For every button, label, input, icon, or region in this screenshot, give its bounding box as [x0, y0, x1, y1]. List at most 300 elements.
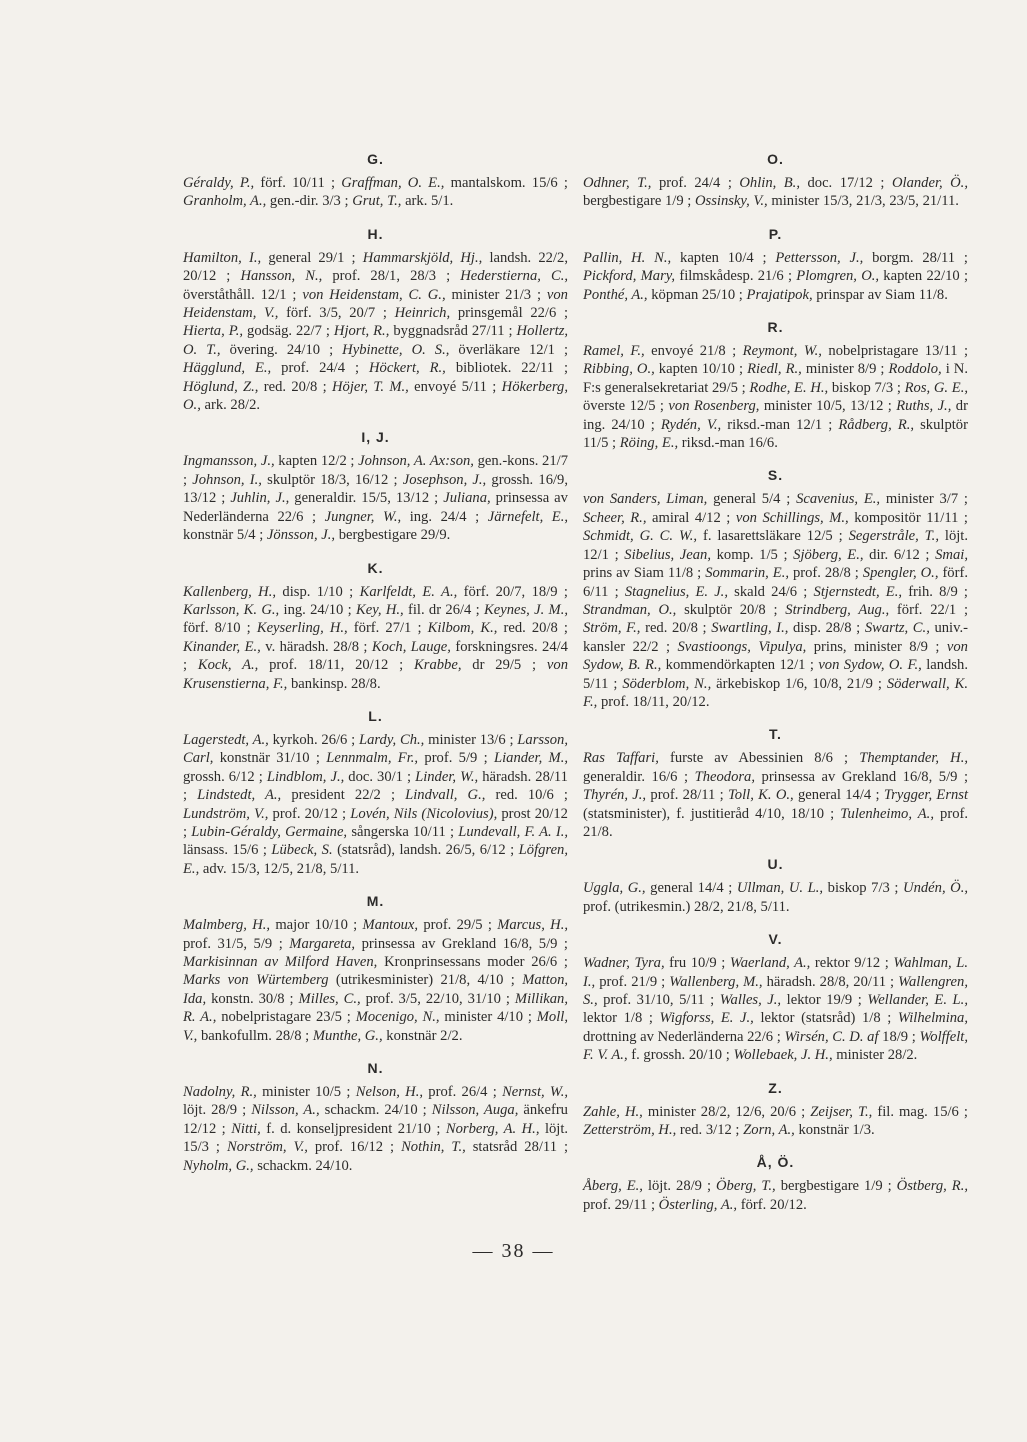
index-entry [183, 323, 330, 339]
entry-description: dir. 6/12 ; [869, 546, 930, 563]
entry-name: Undén, Ö., [903, 880, 969, 897]
index-entry [796, 491, 968, 507]
entry-description: borgm. 28/11 ; [872, 249, 968, 266]
index-entry [334, 323, 513, 339]
entry-name: Lindstedt, A., [197, 787, 282, 804]
entry-name: Rydén, V., [660, 416, 722, 433]
index-entry [401, 1139, 568, 1155]
index-entry [661, 417, 832, 433]
entry-name: Wigforss, E. J., [659, 1010, 754, 1027]
entry-name: Åberg, E., [583, 1178, 643, 1195]
entry-description: adv. 15/3, 12/5, 21/8, 5/11. [202, 860, 360, 877]
entry-name: Matton, Ida, [183, 972, 569, 1007]
entry-description: red. 20/8 ; [503, 620, 568, 637]
entry-name: Thyrén, J., [583, 787, 647, 804]
entry-name: Hybinette, O. S., [342, 341, 450, 358]
entry-name: Wirsén, C. D. af [784, 1028, 879, 1045]
section-spacer [583, 211, 968, 225]
index-entry [191, 824, 454, 840]
section-entries [583, 174, 968, 211]
entry-name: Zeijser, T., [810, 1103, 873, 1120]
index-entry [359, 732, 514, 748]
entry-description: red. 3/12 ; [679, 1122, 740, 1139]
entry-name: Nilsson, A., [251, 1102, 320, 1119]
entry-description: grossh. 6/12 ; [183, 768, 263, 785]
entry-name: Lundevall, F. A. I., [458, 823, 569, 840]
entry-name: Nadolny, R., [183, 1084, 257, 1101]
section-letter: P. [768, 225, 783, 242]
section-entries [183, 731, 568, 878]
entry-name: Margareta, [289, 935, 356, 952]
entry-name: Smai, [935, 546, 968, 563]
entry-description: red. 20/8 ; [645, 620, 707, 637]
index-entry [356, 1084, 497, 1100]
index-entry [325, 509, 480, 525]
entry-description: schackm. 24/10 ; [324, 1102, 427, 1119]
entry-description: red. 10/6 ; [495, 787, 568, 804]
entry-name: Wadner, Tyra, [583, 955, 665, 972]
section-entries [583, 879, 968, 916]
index-entry [583, 1178, 711, 1194]
section-entries [183, 174, 568, 211]
entry-description: drottning av Nederländerna 22/6 ; [583, 1028, 781, 1045]
entry-description: (statsråd), landsh. 26/5, 6/12 ; [337, 842, 515, 859]
entry-description: biskop 7/3 ; [831, 379, 901, 396]
entry-description: prof. 24/4 ; [658, 175, 732, 191]
section-entries [583, 342, 968, 452]
section-entries [583, 1103, 968, 1140]
index-entry [405, 787, 568, 803]
entry-description: 18/9 ; [882, 1028, 916, 1045]
index-entry [796, 268, 968, 284]
index-entry [302, 287, 541, 303]
index-entry [705, 565, 859, 581]
entry-name: Tulenheimo, A., [840, 805, 934, 822]
entry-name: Waerland, A., [729, 955, 811, 972]
section-entries [583, 490, 968, 711]
entry-description: prinsessa av Grekland 16/8, 5/9 ; [761, 768, 968, 785]
entry-name: Granholm, A., [183, 193, 267, 210]
index-entry [363, 917, 492, 933]
entry-description: minister 13/6 ; [428, 731, 514, 748]
entry-name: Millikan, R. A., [183, 990, 569, 1026]
index-entry [743, 343, 968, 359]
entry-name: Ullman, U. L., [736, 880, 824, 897]
index-entry [414, 657, 536, 673]
entry-name: Mantoux, [362, 917, 419, 934]
entry-name: Lubin-Géraldy, Germaine, [191, 823, 348, 840]
entry-description: prof. 3/5, 22/10, 31/10 ; [365, 990, 510, 1007]
entry-description: fru 10/9 ; [669, 955, 726, 972]
entry-description: red. 20/8 ; [263, 378, 327, 395]
entry-name: Heinrich, [394, 305, 451, 322]
entry-name: Odhner, T., [583, 175, 652, 191]
section-spacer [583, 916, 968, 930]
entry-description: löjt. 15/3 ; [183, 1120, 569, 1156]
entry-name: Rådberg, R., [838, 416, 915, 433]
entry-name: Prajatipok, [746, 286, 813, 303]
entry-description: överläkare 12/1 ; [458, 341, 569, 358]
index-section [183, 1059, 568, 1175]
entry-name: Ponthé, A., [583, 286, 648, 303]
entry-description: ark. 28/2. [204, 397, 261, 414]
index-section [583, 466, 968, 711]
entry-description: byggnadsråd 27/11 ; [393, 323, 513, 340]
index-entry [695, 769, 968, 785]
index-entry [326, 750, 487, 766]
entry-name: Ras Taffari, [583, 750, 659, 767]
entry-name: von Schillings, M., [735, 509, 849, 526]
entry-name: Hägglund, E., [183, 360, 272, 377]
entry-name: Ruths, J., [896, 398, 952, 415]
entry-name: Marks von Würtemberg [183, 972, 329, 989]
entry-description: konstnär 31/10 ; [219, 750, 320, 767]
index-entry [583, 528, 843, 544]
entry-name: Krabbe, [414, 657, 462, 674]
entry-name: Zetterström, H., [583, 1122, 677, 1139]
entry-name: Olander, Ö., [891, 175, 968, 191]
index-entry [183, 972, 515, 988]
entry-description: landsh. 22/2, 20/12 ; [183, 249, 568, 285]
index-entry [183, 584, 353, 600]
entry-description: konstnär 2/2. [386, 1027, 463, 1044]
entry-description: president 22/2 ; [291, 787, 396, 804]
section-spacer [583, 452, 968, 466]
index-entry [356, 1009, 532, 1025]
index-entry [183, 1158, 352, 1174]
entry-description: kompositör 11/11 ; [854, 509, 968, 526]
entry-name: Keynes, J. M., [484, 601, 568, 618]
page-number: — 38 — [472, 1240, 555, 1262]
index-section [183, 559, 568, 693]
entry-description: frih. 8/9 ; [908, 583, 968, 600]
entry-name: Ingmansson, J., [183, 453, 275, 470]
entry-description: änkefru 12/12 ; [183, 1102, 568, 1137]
entry-name: Hederstierna, C., [460, 268, 568, 285]
section-spacer [183, 693, 568, 707]
index-entry [227, 1139, 394, 1155]
entry-name: Wellander, E. L., [867, 992, 968, 1008]
entry-description: dr 29/5 ; [472, 657, 537, 674]
entry-name: Juliana, [443, 490, 491, 507]
entry-description: prof. 20/12 ; [272, 805, 347, 822]
entry-description: general 14/4 ; [650, 880, 733, 897]
entry-name: Marcus, H., [497, 917, 569, 934]
section-spacer [583, 304, 968, 318]
entry-description: minister 28/2, 12/6, 20/6 ; [647, 1103, 806, 1120]
entry-description: general 29/1 ; [268, 249, 356, 266]
entry-name: Hjort, R., [333, 323, 390, 340]
entry-name: Kilbom, K., [427, 620, 498, 637]
entry-description: kapten 10/10 ; [658, 361, 744, 378]
index-entry [624, 547, 787, 563]
entry-description: amiral 4/12 ; [652, 509, 731, 526]
entry-name: Pallin, H. N., [583, 249, 672, 266]
entry-description: prinspar av Siam 11/8. [816, 286, 948, 303]
index-section [183, 707, 568, 878]
entry-description: skulptör 20/8 ; [684, 601, 778, 618]
entry-description: förf. 3/5, 20/7 ; [286, 305, 387, 322]
section-entries [583, 954, 968, 1064]
index-entry [428, 620, 568, 636]
index-entry [583, 287, 743, 303]
index-entry [625, 584, 808, 600]
entry-description: prinsessa av Nederländerna 22/6 ; [183, 490, 568, 525]
entry-name: Reymont, W., [742, 343, 822, 360]
entry-name: Lindblom, J., [266, 768, 345, 785]
entry-name: Pettersson, J., [775, 249, 864, 266]
entry-description: länsass. 15/6 ; [183, 842, 267, 859]
index-entry [747, 287, 948, 303]
index-entry [369, 360, 568, 376]
entry-name: Josephson, J., [402, 471, 487, 488]
index-section [583, 318, 968, 452]
index-entry [583, 1122, 740, 1138]
entry-name: Schmidt, G. C. W., [583, 528, 698, 545]
entry-description: prinsgemål 22/6 ; [457, 305, 569, 322]
entry-description: prof. 24/4 ; [281, 360, 360, 377]
entry-name: von Krusenstierna, F., [183, 657, 568, 692]
entry-description: general 14/4 ; [798, 787, 880, 804]
entry-name: Ribbing, O., [583, 361, 655, 378]
index-entry [716, 1178, 892, 1194]
index-entry [198, 657, 403, 673]
index-entry [583, 491, 790, 507]
entry-description: nobelpristagare 13/11 ; [828, 343, 968, 360]
entry-description: prof. (utrikesmin.) 28/2, 21/8, 5/11. [583, 898, 790, 915]
entry-description: minister 28/2. [836, 1047, 918, 1064]
index-entry [183, 602, 352, 618]
index-entry [583, 880, 732, 896]
index-entry [299, 991, 510, 1007]
index-entry [332, 379, 496, 395]
entry-description: kapten 22/10 ; [883, 268, 968, 285]
entry-description: prof. 18/11, 20/12 ; [269, 657, 404, 674]
entry-name: Johnson, I., [192, 471, 262, 488]
entry-description: statsråd 28/11 ; [472, 1139, 569, 1156]
index-entry [622, 676, 882, 692]
entry-description: schackm. 24/10. [257, 1157, 353, 1174]
index-entry [583, 343, 736, 359]
entry-name: Kock, A., [197, 657, 259, 674]
entry-description: skulptör 18/3, 16/12 ; [267, 471, 398, 488]
entry-name: Munthe, G., [312, 1027, 383, 1044]
entry-name: Lagerstedt, A., [183, 731, 269, 748]
index-entry [669, 974, 894, 990]
entry-description: ärkebiskop 1/6, 10/8, 21/9 ; [716, 675, 882, 692]
entry-description: forskningsres. 24/4 ; [183, 638, 568, 674]
index-entry [352, 193, 453, 209]
entry-description: minister 10/5 ; [262, 1084, 351, 1101]
entry-description: häradsh. 28/8, 20/11 ; [766, 973, 895, 990]
entry-description: skulptör 11/5 ; [583, 416, 968, 452]
entry-description: löjt. 28/9 ; [183, 1102, 247, 1119]
section-entries [583, 249, 968, 304]
index-entry [583, 361, 743, 377]
entry-name: von Heidenstam, C. G., [302, 286, 446, 303]
section-letter: V. [768, 931, 783, 948]
entry-description: förf. 20/12. [740, 1196, 807, 1213]
entry-name: Löfgren, E., [183, 842, 568, 877]
entry-description: minister 15/3, 21/3, 23/5, 21/11. [771, 193, 959, 210]
entry-description: envoyé 5/11 ; [414, 378, 497, 395]
entry-name: Scheer, R., [583, 509, 647, 526]
section-spacer [183, 1045, 568, 1059]
entry-description: kyrkoh. 26/6 ; [272, 731, 356, 748]
entry-name: Hierta, P., [183, 323, 244, 340]
entry-description: konstn. 30/8 ; [211, 990, 294, 1007]
index-entry [192, 472, 397, 488]
entry-name: Kallenberg, H., [183, 583, 277, 600]
entry-description: konstnär 1/3. [798, 1122, 875, 1139]
entry-name: Pickford, Mary, [583, 268, 676, 285]
entry-name: Wolffelt, F. V. A., [583, 1028, 968, 1064]
entry-description: f. d. konseljpresident 21/10 ; [266, 1120, 441, 1137]
index-entry [678, 639, 940, 655]
index-section [183, 892, 568, 1045]
section-spacer [183, 414, 568, 428]
index-entry [733, 1047, 917, 1063]
entry-name: Hammarskjöld, Hj., [362, 249, 483, 266]
entry-name: Malmberg, H., [183, 917, 271, 934]
index-entry [342, 342, 568, 358]
index-entry [183, 806, 346, 822]
index-entry [271, 842, 514, 858]
entry-description: rektor 9/12 ; [814, 955, 889, 972]
entry-description: fil. dr 26/4 ; [408, 601, 480, 618]
index-entry [737, 880, 899, 896]
entry-name: Moll, V., [183, 1009, 568, 1044]
entry-description: envoyé 21/8 ; [651, 343, 737, 360]
entry-name: Lardy, Ch., [359, 731, 425, 748]
entry-description: prinsessa av Grekland 16/8, 5/9 ; [361, 935, 568, 952]
entry-description: fil. mag. 15/6 ; [877, 1103, 968, 1120]
entry-description: minister 8/9 ; [805, 361, 885, 378]
entry-name: Ström, F., [583, 620, 641, 637]
index-entry [240, 268, 450, 284]
entry-name: Öberg, T., [716, 1178, 776, 1195]
entry-name: Liander, M., [493, 750, 568, 767]
index-entry [814, 584, 968, 600]
entry-name: Höckert, R., [369, 360, 446, 377]
index-section [583, 725, 968, 841]
entry-description: prof. 28/8 ; [792, 565, 859, 582]
index-section [583, 1079, 968, 1140]
entry-description: prof. 31/10, 5/11 ; [603, 992, 715, 1008]
entry-name: Mocenigo, N., [355, 1009, 440, 1026]
entry-name: Strandman, O., [583, 601, 677, 618]
index-entry [720, 992, 862, 1008]
entry-name: Karlfeldt, E. A., [359, 583, 458, 600]
index-entry [183, 250, 356, 266]
entry-description: lektor 1/8 ; [583, 1010, 653, 1027]
entry-name: Österling, A., [658, 1196, 738, 1213]
index-entry [583, 268, 792, 284]
entry-name: von Sydow, O. F., [818, 657, 922, 674]
index-entry [341, 175, 568, 191]
section-letter: Z. [768, 1079, 783, 1096]
entry-description: minister 3/7 ; [885, 491, 968, 508]
entry-name: Norberg, A. H., [445, 1120, 540, 1137]
entry-name: Theodora, [694, 768, 755, 785]
index-entry [183, 732, 355, 748]
entry-name: Johnson, A. Ax:son, [358, 453, 474, 470]
index-entry [810, 1104, 968, 1120]
entry-name: Nelson, H., [355, 1084, 424, 1101]
section-spacer [183, 545, 568, 559]
index-entry [183, 175, 335, 191]
entry-name: Lundström, V., [183, 805, 269, 822]
entry-name: von Sydow, B. R., [583, 638, 968, 674]
entry-description: förf. 20/7, 18/9 ; [463, 583, 568, 600]
index-entry [183, 954, 568, 970]
entry-name: Nitti, [231, 1120, 261, 1137]
section-spacer [583, 1065, 968, 1079]
entry-name: Höjer, T. M., [331, 378, 409, 395]
entry-description: prof. 18/11, 20/12. [601, 693, 710, 710]
entry-name: Höglund, Z., [183, 378, 259, 395]
entry-name: Ros, G. E., [904, 379, 968, 396]
entry-name: Segerstråle, T., [848, 528, 939, 545]
entry-name: Röing, E., [619, 435, 679, 452]
entry-name: Sibelius, Jean, [624, 546, 711, 563]
entry-description: överste 12/5 ; [583, 398, 664, 415]
index-entry [183, 379, 327, 395]
entry-description: dr ing. 24/10 ; [583, 398, 968, 433]
entry-description: löjt. 12/1 ; [583, 528, 969, 563]
entry-description: filmskådesp. 21/6 ; [679, 268, 793, 285]
entry-name: Linder, W., [415, 768, 479, 785]
index-entry [231, 1121, 440, 1137]
entry-description: förf. 27/1 ; [353, 620, 422, 637]
section-spacer [183, 211, 568, 225]
entry-description: univ.-kansler 22/2 ; [583, 620, 968, 655]
entry-description: prof. 28/11 ; [650, 787, 724, 804]
entry-description: nobelpristagare 23/5 ; [221, 1009, 351, 1026]
entry-name: Koch, Lauge, [371, 638, 451, 655]
section-letter: U. [767, 856, 784, 873]
entry-description: förf. 8/10 ; [183, 620, 251, 637]
entry-description: komp. 1/5 ; [716, 546, 788, 563]
entry-description: minister 21/3 ; [451, 286, 542, 303]
index-entry [784, 1029, 915, 1045]
index-entry [583, 750, 848, 766]
index-entry [583, 620, 707, 636]
entry-description: kapten 10/4 ; [680, 249, 767, 266]
index-entry [749, 380, 901, 396]
entry-description: (utrikesminister) 21/8, 4/10 ; [335, 972, 515, 989]
entry-description: bergbestigare 29/9. [338, 527, 451, 544]
index-entry [728, 787, 880, 803]
entry-name: Roddolo, [888, 361, 942, 378]
entry-description: godsäg. 22/7 ; [247, 323, 330, 340]
entry-description: bergbestigare 1/9 ; [583, 193, 692, 210]
index-entry [257, 620, 422, 636]
entry-description: f. grossh. 20/10 ; [631, 1047, 730, 1064]
section-entries [183, 1083, 568, 1175]
section-entries [583, 1177, 968, 1214]
entry-name: Järnefelt, E., [487, 508, 569, 525]
entry-description: landsh. 5/11 ; [583, 657, 968, 692]
index-entry [785, 602, 968, 618]
entry-name: Hollertz, O. T., [183, 323, 569, 358]
index-entry [583, 1104, 805, 1120]
entry-description: minister 10/5, 13/12 ; [763, 398, 892, 415]
entry-name: Walles, J., [719, 992, 782, 1008]
index-entry [230, 490, 438, 506]
section-letter: O. [767, 151, 784, 167]
entry-name: Ohlin, B., [739, 175, 800, 191]
